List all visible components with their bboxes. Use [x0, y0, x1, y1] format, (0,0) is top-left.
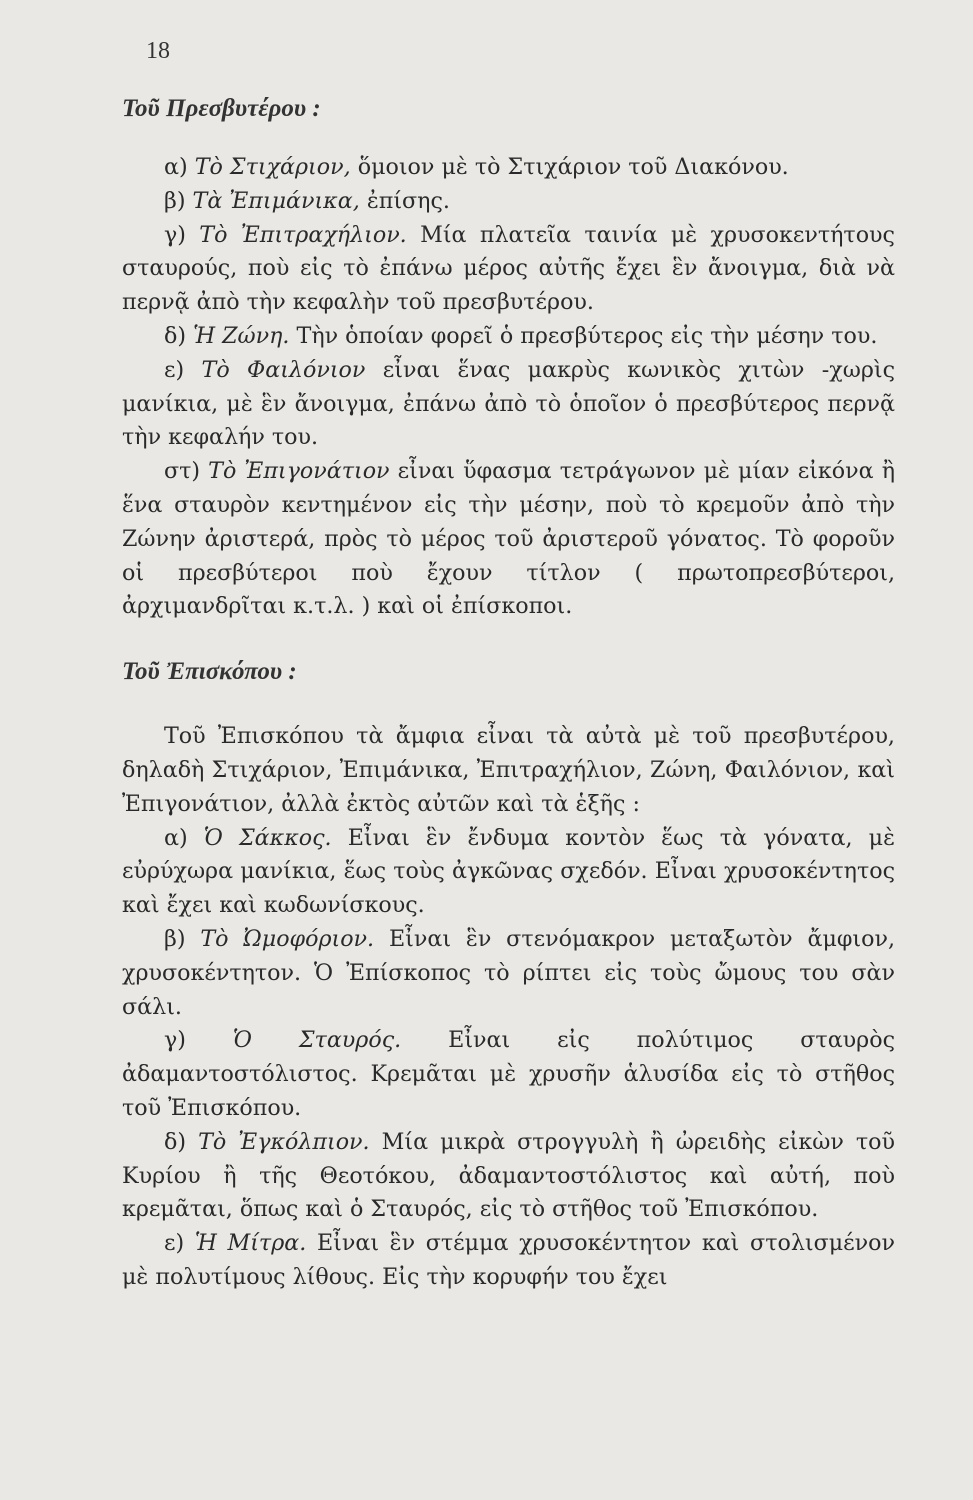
list-item: [122, 1126, 895, 1227]
item-term: Ὁ Σταυρός.: [232, 1027, 402, 1054]
item-label: α): [164, 824, 204, 851]
list-item: [122, 1227, 895, 1295]
item-label: δ): [164, 1128, 199, 1155]
item-label: στ): [164, 458, 209, 485]
presbyter-vestments-list: [122, 151, 895, 624]
item-term: Ὁ Σάκκος.: [203, 824, 332, 851]
item-term: Τὸ Φαιλόνιον: [201, 356, 366, 383]
list-item: [122, 151, 895, 185]
item-term: Ἡ Μίτρα.: [194, 1230, 307, 1257]
item-text: Εἶναι εἰς πολύτιμος σταυρὸς ἀδαμαντοστόλιστος. Κρεμᾶται μὲ χρυσῆν ἁλυσίδα εἰς τὸ στῆθος τοῦ Ἐπισκόπου.: [122, 1027, 895, 1121]
page-number: 18: [146, 38, 170, 64]
item-label: ε): [164, 356, 202, 383]
item-term: Τὰ Ἐπιμάνικα,: [192, 187, 360, 214]
item-term: Τὸ Ἐπιγονάτιον: [208, 458, 390, 485]
item-text: ἐπίσης.: [359, 187, 450, 214]
bishop-vestments-list: [122, 720, 895, 1295]
item-term: Τὸ Ὠμοφόριον.: [200, 925, 375, 952]
item-label: γ): [164, 1027, 233, 1054]
item-label: ε): [164, 1230, 195, 1257]
item-text: Εἶναι ἓν στέμμα χρυσοκέντητον καὶ στολισμένον μὲ πολυτίμους λίθους. Εἰς τὴν κορυφήν του ἔχει: [122, 1230, 895, 1290]
item-label: α): [164, 154, 195, 180]
item-label: γ): [164, 221, 200, 248]
list-item: [122, 455, 895, 624]
item-term: Ἡ Ζώνη.: [193, 322, 290, 349]
item-text: ὅμοιον μὲ τὸ Στιχάριον τοῦ Διακόνου.: [350, 154, 789, 180]
item-term: Τὸ Ἐγκόλπιον.: [198, 1128, 370, 1155]
item-text: Εἶναι ἓν ἔνδυμα κοντὸν ἕως τὰ γόνατα, μὲ εὐρύχωρα μανίκια, ἕως τοὺς ἀγκῶνας σχεδόν. Εἶναι χρυσοκέντητος καὶ ἔχει καὶ κωδωνίσκους.: [122, 824, 895, 919]
item-text: Μία μικρὰ στρογγυλὴ ἢ ὠρειδὴς εἰκὼν τοῦ Κυρίου ἢ τῆς Θεοτόκου, ἀδαμαντοστόλιστος καὶ αὐτή, ποὺ κρεμᾶται, ὅπως καὶ ὁ Σταυρός, εἰς τὸ στῆθος τοῦ Ἐπισκόπου.: [122, 1128, 895, 1223]
list-item: [122, 185, 895, 219]
item-text: εἶναι ἕνας μακρὺς κωνικὸς χιτὼν -χωρὶς μανίκια, μὲ ἓν ἄνοιγμα, ἐπάνω ἀπὸ τὸ ὁποῖον ὁ πρεσβύτερος περνᾷ τὴν κεφαλήν του.: [122, 356, 895, 451]
list-item: [122, 822, 895, 923]
heading-bishop: Τοῦ Ἐπισκόπου :: [122, 658, 297, 686]
item-term: Τὸ Στιχάριον,: [194, 154, 351, 180]
item-text: εἶναι ὕφασμα τετράγωνον μὲ μίαν εἰκόνα ἢ ἕνα σταυρὸν κεντημένον εἰς τὴν μέσην, ποὺ τὸ κρεμοῦν ἀπὸ τὴν Ζώνην ἀριστερά, πρὸς τὸ μέρος τοῦ ἀριστεροῦ γόνατος. Τὸ φοροῦν οἱ πρεσβύτεροι ποὺ ἔχουν τίτλον ( πρωτοπρεσβύτεροι, ἀρχιμανδρῖται κ.τ.λ. ) καὶ οἱ ἐπίσκοποι.: [122, 458, 895, 620]
list-item: [122, 219, 895, 320]
heading-presbyter: Τοῦ Πρεσβυτέρου :: [122, 95, 321, 122]
list-item: [122, 320, 895, 354]
list-item: [122, 354, 895, 455]
item-label: β): [164, 925, 201, 952]
item-text: Τὴν ὁποίαν φορεῖ ὁ πρεσβύτερος εἰς τὴν μέσην του.: [289, 322, 878, 349]
list-item: [122, 1024, 895, 1125]
item-text: Εἶναι ἓν στενόμακρον μεταξωτὸν ἄμφιον, χρυσοκέντητον. Ὁ Ἐπίσκοπος τὸ ρίπτει εἰς τοὺς ὤμους του σὰν σάλι.: [122, 925, 895, 1020]
item-term: Τὸ Ἐπιτραχήλιον.: [199, 221, 407, 248]
item-text: Μία πλατεῖα ταινία μὲ χρυσοκεντήτους σταυρούς, ποὺ εἰς τὸ ἐπάνω μέρος αὐτῆς ἔχει ἓν ἄνοιγμα, διὰ νὰ περνᾷ ἀπὸ τὴν κεφαλὴν τοῦ πρεσβυτέρου.: [122, 221, 895, 316]
item-label: δ): [164, 322, 194, 349]
section-intro: Τοῦ Ἐπισκόπου τὰ ἄμφια εἶναι τὰ αὐτὰ μὲ τοῦ πρεσβυτέρου, δηλαδὴ Στιχάριον, Ἐπιμάνικα, Ἐπιτραχήλιον, Ζώνη, Φαιλόνιον, καὶ Ἐπιγονάτιον, ἀλλὰ ἐκτὸς αὐτῶν καὶ τὰ ἑξῆς :: [122, 723, 895, 817]
list-item: [122, 923, 895, 1024]
item-label: β): [164, 187, 193, 214]
